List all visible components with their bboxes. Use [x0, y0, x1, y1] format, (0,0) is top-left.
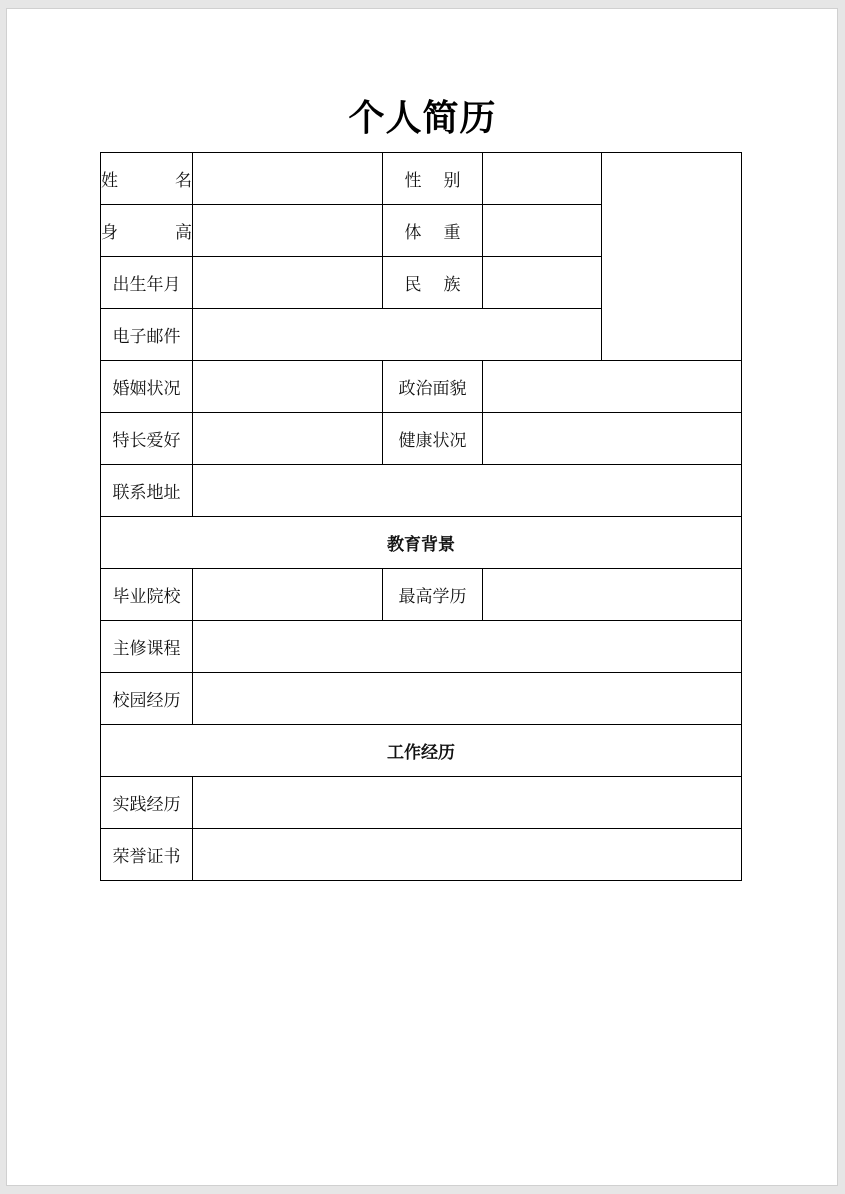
- table-row: [101, 725, 742, 777]
- email-field[interactable]: [193, 309, 602, 361]
- courses-label: 主修课程: [101, 621, 193, 673]
- gender-label: 性 别: [383, 153, 483, 205]
- courses-field[interactable]: [193, 621, 742, 673]
- email-label: 电子邮件: [101, 309, 193, 361]
- name-field[interactable]: [193, 153, 383, 205]
- table-row: [101, 621, 742, 673]
- ethnicity-field[interactable]: [483, 257, 602, 309]
- degree-field[interactable]: [483, 569, 742, 621]
- marital-label: 婚姻状况: [101, 361, 193, 413]
- political-label: 政治面貌: [383, 361, 483, 413]
- address-label: 联系地址: [101, 465, 193, 517]
- practice-field[interactable]: [193, 777, 742, 829]
- weight-field[interactable]: [483, 205, 602, 257]
- address-field[interactable]: [193, 465, 742, 517]
- table-row: [101, 673, 742, 725]
- table-row: [101, 413, 742, 465]
- hobbies-label: 特长爱好: [101, 413, 193, 465]
- campus-label: 校园经历: [101, 673, 193, 725]
- school-field[interactable]: [193, 569, 383, 621]
- health-field[interactable]: [483, 413, 742, 465]
- height-label: 身 高: [101, 205, 193, 257]
- name-label: 姓 名: [101, 153, 193, 205]
- gender-field[interactable]: [483, 153, 602, 205]
- resume-table: [100, 152, 742, 881]
- health-label: 健康状况: [383, 413, 483, 465]
- table-row: [101, 153, 742, 205]
- marital-field[interactable]: [193, 361, 383, 413]
- photo-box[interactable]: [602, 153, 742, 361]
- birth-label: 出生年月: [101, 257, 193, 309]
- weight-label: 体 重: [383, 205, 483, 257]
- practice-label: 实践经历: [101, 777, 193, 829]
- table-row: [101, 517, 742, 569]
- campus-field[interactable]: [193, 673, 742, 725]
- honors-label: 荣誉证书: [101, 829, 193, 881]
- table-row: [101, 465, 742, 517]
- education-section-header: 教育背景: [101, 517, 742, 569]
- work-section-header: 工作经历: [101, 725, 742, 777]
- table-row: [101, 569, 742, 621]
- honors-field[interactable]: [193, 829, 742, 881]
- table-row: [101, 361, 742, 413]
- school-label: 毕业院校: [101, 569, 193, 621]
- birth-field[interactable]: [193, 257, 383, 309]
- hobbies-field[interactable]: [193, 413, 383, 465]
- political-field[interactable]: [483, 361, 742, 413]
- page-title: 个人简历: [348, 98, 497, 139]
- height-field[interactable]: [193, 205, 383, 257]
- degree-label: 最高学历: [383, 569, 483, 621]
- table-row: [101, 777, 742, 829]
- table-row: [101, 829, 742, 881]
- ethnicity-label: 民 族: [383, 257, 483, 309]
